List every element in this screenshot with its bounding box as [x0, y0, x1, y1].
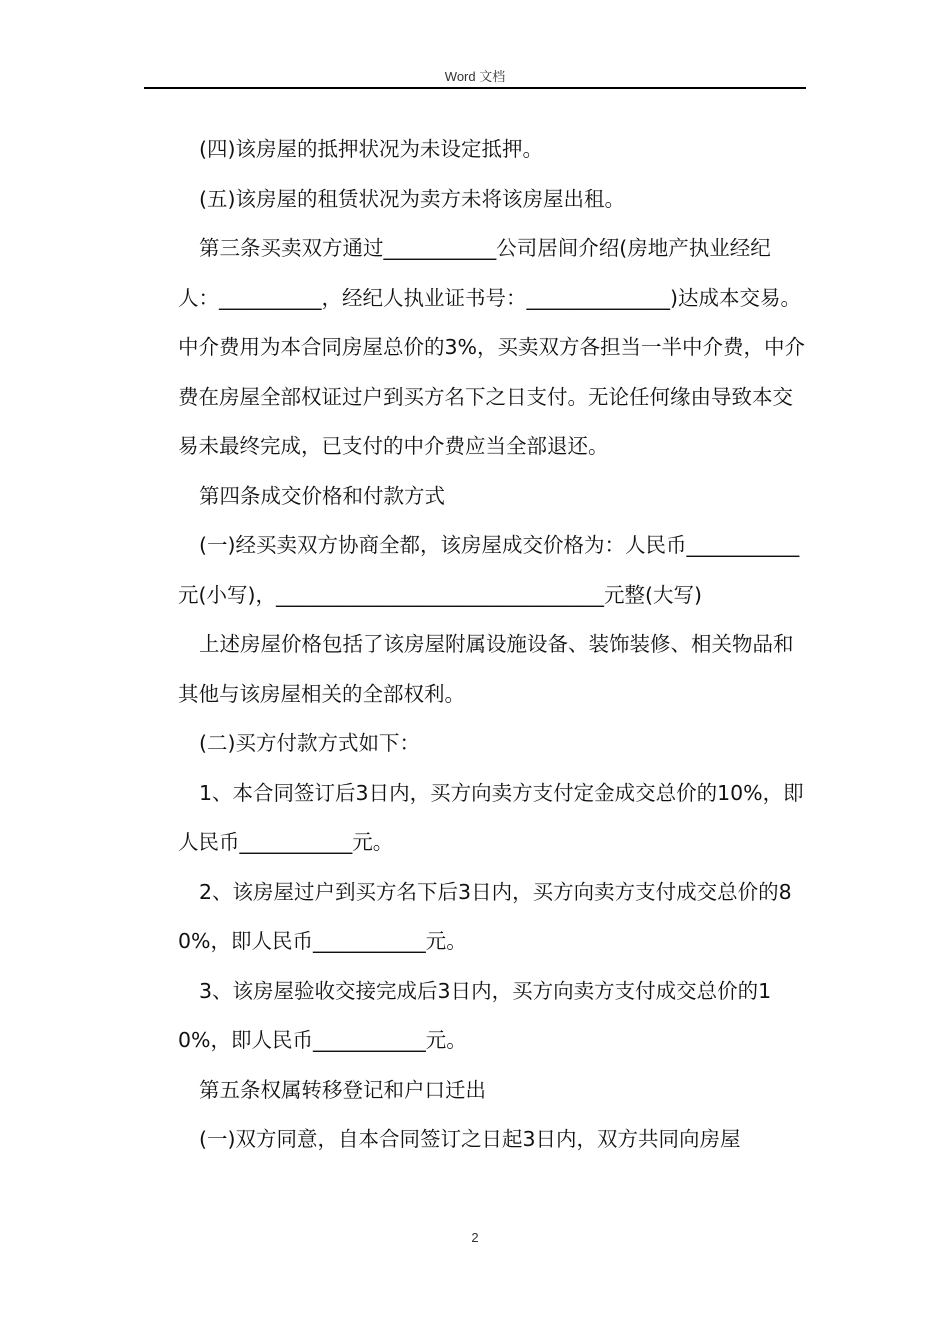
- paragraph-payment-1: 1、本合同签订后3日内，买方向卖方支付定金成交总价的10%，即人民币___________元。: [178, 780, 804, 854]
- paragraph-price-scope: 上述房屋价格包括了该房屋附属设施设备、装饰装修、相关物品和其他与该房屋相关的全部权利。: [178, 632, 794, 706]
- paragraph-payment-3: 3、该房屋验收交接完成后3日内，买方向卖方支付成交总价的10%，即人民币___________元。: [178, 978, 772, 1052]
- paragraph-transfer-1: (一)双方同意，自本合同签订之日起3日内，双方共同向房屋: [199, 1127, 741, 1151]
- paragraph-price: (一)经买卖双方协商全都，该房屋成交价格为：人民币___________元(小写)，________________________________元整(大写): [178, 533, 800, 607]
- page-number: 2: [471, 1230, 479, 1245]
- heading-article-4: 第四条成交价格和付款方式: [199, 483, 445, 508]
- heading-article-5: 第五条权属转移登记和户口迁出: [199, 1077, 486, 1102]
- paragraph-article-3: 第三条买卖双方通过___________公司居间介绍(房地产执业经纪人：__________，经纪人执业证书号：______________)达成本交易。中介费用为本合同房屋总价的3%，买卖双方各担当一半中介费，中介费在房屋全部权证过户到买方名下之日支付。无论任何缘由导致本交易未最终完成，已支付的中介费应当全部退还。: [178, 236, 806, 458]
- paragraph-mortgage-status: (四)该房屋的抵押状况为未设定抵押。: [199, 137, 543, 161]
- document-body: [178, 125, 808, 1165]
- paragraph-payment-2: 2、该房屋过户到买方名下后3日内，买方向卖方支付成交总价的80%，即人民币___________元。: [178, 879, 792, 953]
- paragraph-lease-status: (五)该房屋的租赁状况为卖方未将该房屋出租。: [199, 186, 625, 211]
- header-divider: [144, 87, 806, 89]
- paragraph-payment-method: (二)买方付款方式如下：: [199, 731, 420, 755]
- header-title: Word 文档: [444, 69, 506, 84]
